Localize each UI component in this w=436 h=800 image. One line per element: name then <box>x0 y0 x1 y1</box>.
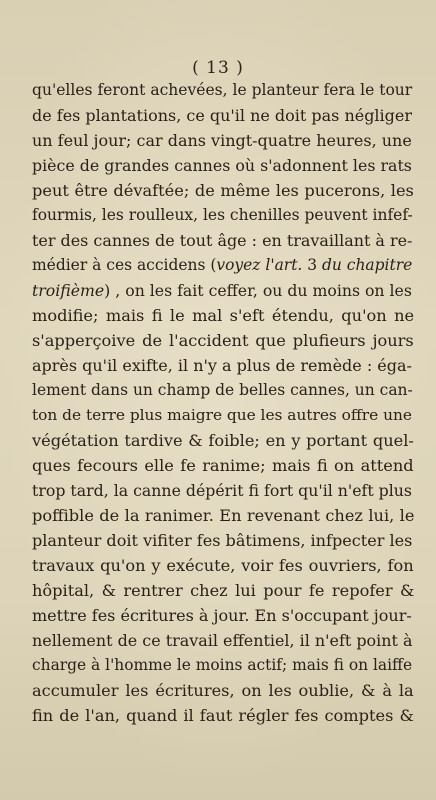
text-line <box>32 628 414 653</box>
text-run: de fes plantations, ce qu'il ne doit pas négliger <box>32 106 412 125</box>
text-line <box>32 503 414 528</box>
text-run: peut être dévaftée; de même les pucerons, les <box>32 181 414 200</box>
text-run: accumuler les écritures, on les oublie, & à la <box>32 681 414 700</box>
text-line <box>32 153 414 178</box>
text-run: médier à ces accidens ( <box>32 256 217 274</box>
text-line <box>32 603 414 628</box>
text-run: nellement de ce travail effentiel, il n'eft point à <box>32 631 413 650</box>
text-line <box>32 478 414 503</box>
text-line <box>32 428 414 453</box>
text-line <box>32 128 414 153</box>
text-line <box>32 78 414 103</box>
text-line <box>32 553 414 578</box>
text-run: ) , on les fait ceffer, ou du moins on les <box>104 281 412 300</box>
text-run: poffible de la ranimer. En revenant chez lui, le <box>32 506 415 525</box>
text-line <box>32 453 414 478</box>
text-line <box>32 678 414 703</box>
text-run: fin de l'an, quand il faut régler fes comptes & <box>32 706 414 725</box>
text-line <box>32 353 414 378</box>
text-run: ques fecours elle fe ranime; mais fi on attend <box>32 456 414 475</box>
text-line <box>32 653 414 678</box>
text-run: un feul jour; car dans vingt-quatre heures, une <box>32 131 412 150</box>
page-number: ( 13 ) <box>192 58 244 78</box>
text-run: ton de terre plus maigre que les autres offre une <box>32 406 412 424</box>
text-line <box>32 303 414 328</box>
text-run: modifie; mais fi le mal s'eft étendu, qu'on ne <box>32 306 415 325</box>
text-run: trop tard, la canne dépérit fi fort qu'il n'eft plus <box>32 481 412 500</box>
text-line <box>32 178 414 203</box>
text-line <box>32 328 414 353</box>
text-line <box>32 378 414 403</box>
text-run: végétation tardive & foible; en y portant quel- <box>32 431 414 450</box>
text-run: travaux qu'on y exécute, voir fes ouvriers, fon <box>32 556 414 575</box>
text-run: s'apperçoive de l'accident que plufieurs jours <box>32 331 414 350</box>
text-line <box>32 528 414 553</box>
text-run: mettre fes écritures à jour. En s'occupant jour- <box>32 606 412 625</box>
text-run: 3 <box>302 256 323 274</box>
text-line <box>32 578 414 603</box>
text-run: pièce de grandes cannes où s'adonnent les rats <box>32 156 412 175</box>
italic-reference: troifième <box>32 281 105 300</box>
text-line <box>32 403 414 428</box>
text-run: fourmis, les roulleux, les chenilles peuvent infef- <box>32 206 413 224</box>
text-run: lement dans un champ de belles cannes, un can- <box>32 381 413 399</box>
text-line <box>32 103 414 128</box>
italic-reference: voyez l'art. <box>216 256 303 274</box>
text-run: planteur doit vifiter fes bâtimens, infpecter les <box>32 531 413 550</box>
body-text <box>32 78 414 728</box>
text-line <box>32 253 414 278</box>
text-line <box>32 228 414 253</box>
text-line <box>32 278 414 303</box>
text-run: ter des cannes de tout âge : en travaillant à re- <box>32 231 413 250</box>
text-run: qu'elles feront achevées, le planteur fera le tour <box>32 81 413 99</box>
text-run: après qu'il exifte, il n'y a plus de remède : éga- <box>32 356 412 375</box>
text-run: hôpital, & rentrer chez lui pour fe repofer & <box>32 581 415 600</box>
text-line <box>32 703 414 728</box>
italic-reference: du chapitre <box>322 256 413 274</box>
text-run: charge à l'homme le moins actif; mais fi on laiffe <box>32 656 413 674</box>
text-line <box>32 203 414 228</box>
